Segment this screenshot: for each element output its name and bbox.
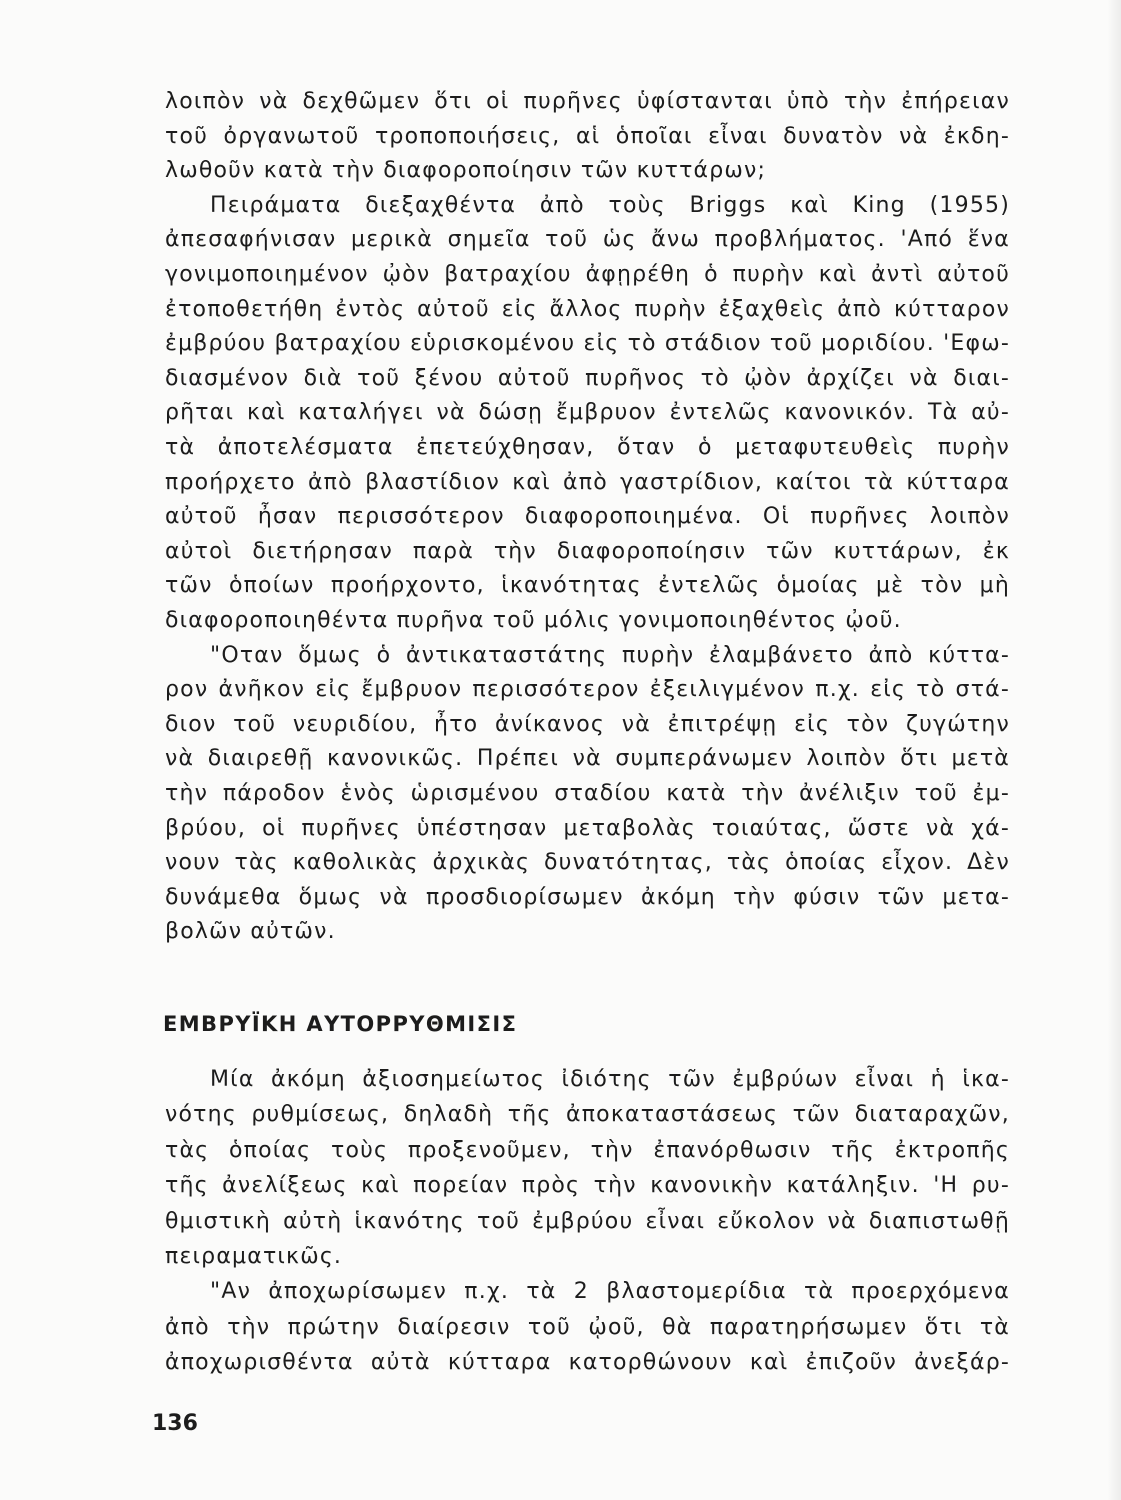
text-line: Μία ἀκόμη ἀξιοσημείωτος ἰδιότης τῶν ἐμβρύων εἶναι ἡ ἱκα-: [210, 1067, 1010, 1092]
text-line: τὰς ὁποίας τοὺς προξενοῦμεν, τὴν ἐπανόρθωσιν τῆς ἐκτροπῆς: [165, 1138, 1010, 1163]
text-line: νὰ διαιρεθῇ κανονικῶς. Πρέπει νὰ συμπεράνωμεν λοιπὸν ὅτι μετὰ: [165, 746, 1010, 771]
text-line: ἀποχωρισθέντα αὐτὰ κύτταρα κατορθώνουν καὶ ἐπιζοῦν ἀνεξάρ-: [165, 1350, 1010, 1375]
text-line: τὰ ἀποτελέσματα ἐπετεύχθησαν, ὅταν ὁ μεταφυτευθεὶς πυρὴν: [165, 435, 1010, 460]
text-line: διον τοῦ νευριδίου, ἦτο ἀνίκανος νὰ ἐπιτρέψῃ εἰς τὸν ζυγώτην: [165, 712, 1010, 737]
text-line: βρύου, οἱ πυρῆνες ὑπέστησαν μεταβολὰς τοιαύτας, ὥστε νὰ χά-: [165, 816, 1010, 841]
text-line: βολῶν αὐτῶν.: [165, 919, 336, 944]
text-line: ρον ἀνῆκον εἰς ἔμβρυον περισσότερον ἐξειλιγμένον π.χ. εἰς τὸ στά-: [165, 677, 1010, 702]
page-edge-shadow: [1107, 0, 1121, 1500]
text-line: προήρχετο ἀπὸ βλαστίδιον καὶ ἀπὸ γαστρίδιον, καίτοι τὰ κύτταρα: [165, 470, 1010, 495]
text-line: ἀπεσαφήνισαν μερικὰ σημεῖα τοῦ ὡς ἄνω προβλήματος. 'Από ἕνα: [165, 227, 1010, 252]
text-line: ἐμβρύου βατραχίου εὑρισκομένου εἰς τὸ στάδιον τοῦ μοριδίου. 'Εφω-: [165, 331, 1010, 356]
text-line: "Οταν ὅμως ὁ ἀντικαταστάτης πυρὴν ἐλαμβάνετο ἀπὸ κύττα-: [210, 643, 1010, 668]
text-line: θμιστικὴ αὐτὴ ἱκανότης τοῦ ἐμβρύου εἶναι εὔκολον νὰ διαπιστωθῇ: [165, 1209, 1010, 1234]
text-line: λοιπὸν νὰ δεχθῶμεν ὅτι οἱ πυρῆνες ὑφίστανται ὑπὸ τὴν ἐπήρειαν: [165, 89, 1010, 114]
page-number: 136: [152, 1411, 198, 1436]
text-line: τὴν πάροδον ἑνὸς ὡρισμένου σταδίου κατὰ τὴν ἀνέλιξιν τοῦ ἐμ-: [165, 781, 1010, 806]
text-line: αὐτοὶ διετήρησαν παρὰ τὴν διαφοροποίησιν τῶν κυττάρων, ἐκ: [165, 539, 1010, 564]
text-line: γονιμοποιημένον ᾠὸν βατραχίου ἀφῃρέθη ὁ πυρὴν καὶ ἀντὶ αὐτοῦ: [165, 262, 1010, 287]
text-line: "Αν ἀποχωρίσωμεν π.χ. τὰ 2 βλαστομερίδια τὰ προερχόμενα: [210, 1279, 1010, 1304]
text-line: λωθοῦν κατὰ τὴν διαφοροποίησιν τῶν κυττάρων;: [165, 158, 767, 183]
text-line: ἀπὸ τὴν πρώτην διαίρεσιν τοῦ ᾠοῦ, θὰ παρατηρήσωμεν ὅτι τὰ: [165, 1315, 1010, 1340]
text-line: τῆς ἀνελίξεως καὶ πορείαν πρὸς τὴν κανονικὴν κατάληξιν. 'Η ρυ-: [165, 1173, 1010, 1198]
text-line: ἐτοποθετήθη ἐντὸς αὐτοῦ εἰς ἄλλος πυρὴν ἐξαχθεὶς ἀπὸ κύτταρον: [165, 297, 1010, 322]
text-line: νουν τὰς καθολικὰς ἀρχικὰς δυνατότητας, τὰς ὁποίας εἶχον. Δὲν: [165, 850, 1010, 875]
text-line: νότης ρυθμίσεως, δηλαδὴ τῆς ἀποκαταστάσεως τῶν διαταραχῶν,: [165, 1102, 1010, 1127]
text-line: διασμένον διὰ τοῦ ξένου αὐτοῦ πυρῆνος τὸ ᾠὸν ἀρχίζει νὰ διαι-: [165, 366, 1010, 391]
text-line: τοῦ ὀργανωτοῦ τροποποιήσεις, αἱ ὁποῖαι εἶναι δυνατὸν νὰ ἐκδη-: [165, 124, 1010, 149]
text-line: διαφοροποιηθέντα πυρῆνα τοῦ μόλις γονιμοποιηθέντος ᾠοῦ.: [165, 608, 902, 633]
text-line: τῶν ὁποίων προήρχοντο, ἱκανότητας ἐντελῶς ὁμοίας μὲ τὸν μὴ: [165, 573, 1010, 598]
section-heading: ΕΜΒΡΥΪΚΗ ΑΥΤΟΡΡΥΘΜΙΣΙΣ: [163, 1012, 518, 1036]
text-line: δυνάμεθα ὅμως νὰ προσδιορίσωμεν ἀκόμη τὴν φύσιν τῶν μετα-: [165, 885, 1010, 910]
text-line: ρῆται καὶ καταλήγει νὰ δώσῃ ἔμβρυον ἐντελῶς κανονικόν. Τὰ αὐ-: [165, 400, 1010, 425]
text-line: πειραματικῶς.: [165, 1244, 343, 1269]
text-line: Πειράματα διεξαχθέντα ἀπὸ τοὺς Briggs καὶ King (1955): [210, 193, 1010, 218]
text-line: αὐτοῦ ἦσαν περισσότερον διαφοροποιημένα. Οἱ πυρῆνες λοιπὸν: [165, 504, 1010, 529]
